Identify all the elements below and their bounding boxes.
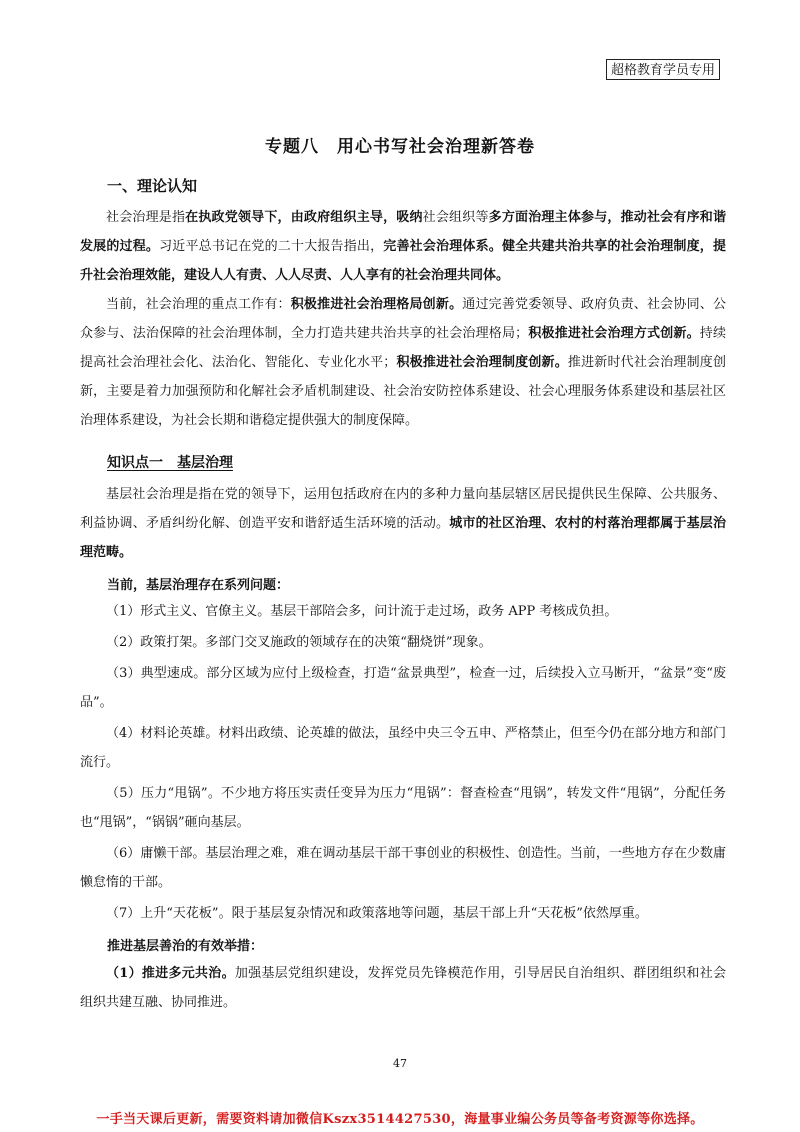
list-item: （7）上升“天花板”。限于基层复杂情况和政策落地等问题，基层干部上升“天花板”依然厚重。 — [106, 906, 648, 921]
paragraph-grassroots — [80, 480, 726, 567]
text-run: 基层社会治理是指在党的领导下，运用包括政府在内的多种力量向基层辖区居民提供民生保障、公共服务、利益协调、矛盾纠纷化解、创造平安和谐舒适生活环境的活动。 — [80, 487, 726, 531]
page-title: 专题八 用心书写社会治理新答卷 — [265, 137, 535, 157]
text-run: 多方面治理主体参与，推动社会有序和谐发展的过程。 — [80, 210, 726, 254]
promo-footer: 一手当天课后更新，需要资料请加微信Kszx3514427530，海量事业编公务员等备考资源等你选择。 — [96, 1112, 704, 1127]
measures-list — [80, 959, 726, 1017]
text-run: 通过完善党委领导、政府负责、社会协同、公众参与、法治保障的社会治理体制，全力打造共建共治共享的社会治理格局； — [80, 297, 726, 341]
text-run: 城市的社区治理、农村的村落治理都属于基层治理范畴。 — [80, 516, 726, 560]
list-item: （6）庸懒干部。基层治理之难，难在调动基层干部干事创业的积极性、创造性。当前，一些地方存在少数庸懒怠惰的干部。 — [80, 846, 726, 890]
text-run: 加强基层党组织建设，发挥党员先锋模范作用，引导居民自治组织、群团组织和社会组织共建互融、协同推进。 — [80, 966, 726, 1010]
text-run: 社会组织等 — [422, 210, 489, 225]
section-heading: 一、理论认知 — [107, 177, 198, 195]
text-run: 积极推进社会治理制度创新。 — [396, 355, 568, 370]
text-run: 当前，社会治理的重点工作有： — [106, 297, 291, 312]
measures-heading: 推进基层善治的有效举措： — [107, 939, 264, 954]
paragraph-key-work — [80, 290, 726, 435]
theory-block — [80, 203, 726, 435]
text-run: 在执政党领导下，由政府组织主导，吸纳 — [185, 210, 423, 225]
list-item: （5）压力“甩锅”。不少地方将压实责任变异为压力“甩锅”：督查检查“甩锅”，转发文件“甩锅”，分配任务也“甩锅”，“锅锅”砸向基层。 — [80, 786, 726, 830]
text-run: 积极推进社会治理格局创新。 — [290, 297, 463, 312]
text-run: （1）推进多元共治。 — [106, 966, 235, 981]
text-run: 推进新时代社会治理制度创新，主要是着力加强预防和化解社会矛盾机制建设、社会治安防控体系建设、社会心理服务体系建设和基层社区治理体系建设，为社会长期和谐稳定提供强大的制度保障。 — [80, 355, 726, 428]
list-item: （2）政策打架。多部门交叉施政的领域存在的决策“翻烧饼”现象。 — [106, 635, 492, 650]
list-item: （1）形式主义、官僚主义。基层干部陪会多，问计流于走过场，政务 APP 考核成负担。 — [106, 604, 618, 619]
grassroots-definition-block — [80, 480, 726, 567]
text-run: 积极推进社会治理方式创新。 — [528, 326, 700, 341]
text-run: 社会治理是指 — [106, 210, 186, 225]
text-run: 完善社会治理体系。健全共建共治共享的社会治理制度，提升社会治理效能，建设人人有责、人人尽责、人人享有的社会治理共同体。 — [80, 239, 726, 283]
text-run: 习近平总书记在党的二十大报告指出， — [159, 239, 384, 254]
text-run: 持续提高社会治理社会化、法治化、智能化、专业化水平； — [80, 326, 726, 370]
watermark-badge: 超格教育学员专用 — [606, 59, 720, 80]
problems-heading: 当前，基层治理存在系列问题： — [107, 578, 290, 593]
list-item: （4）材料论英雄。材料出政绩、论英雄的做法，虽经中央三令五申、严格禁止，但至今仍在部分地方和部门流行。 — [80, 726, 726, 770]
list-item — [80, 959, 726, 1017]
page-number: 47 — [393, 1057, 407, 1070]
problems-list — [80, 597, 726, 928]
paragraph-definition — [80, 203, 726, 290]
list-item: （3）典型速成。部分区域为应付上级检查，打造“盆景典型”，检查一过，后续投入立马断开，“盆景”变“废品”。 — [80, 666, 726, 710]
knowledge-point-heading: 知识点一 基层治理 — [107, 455, 233, 471]
